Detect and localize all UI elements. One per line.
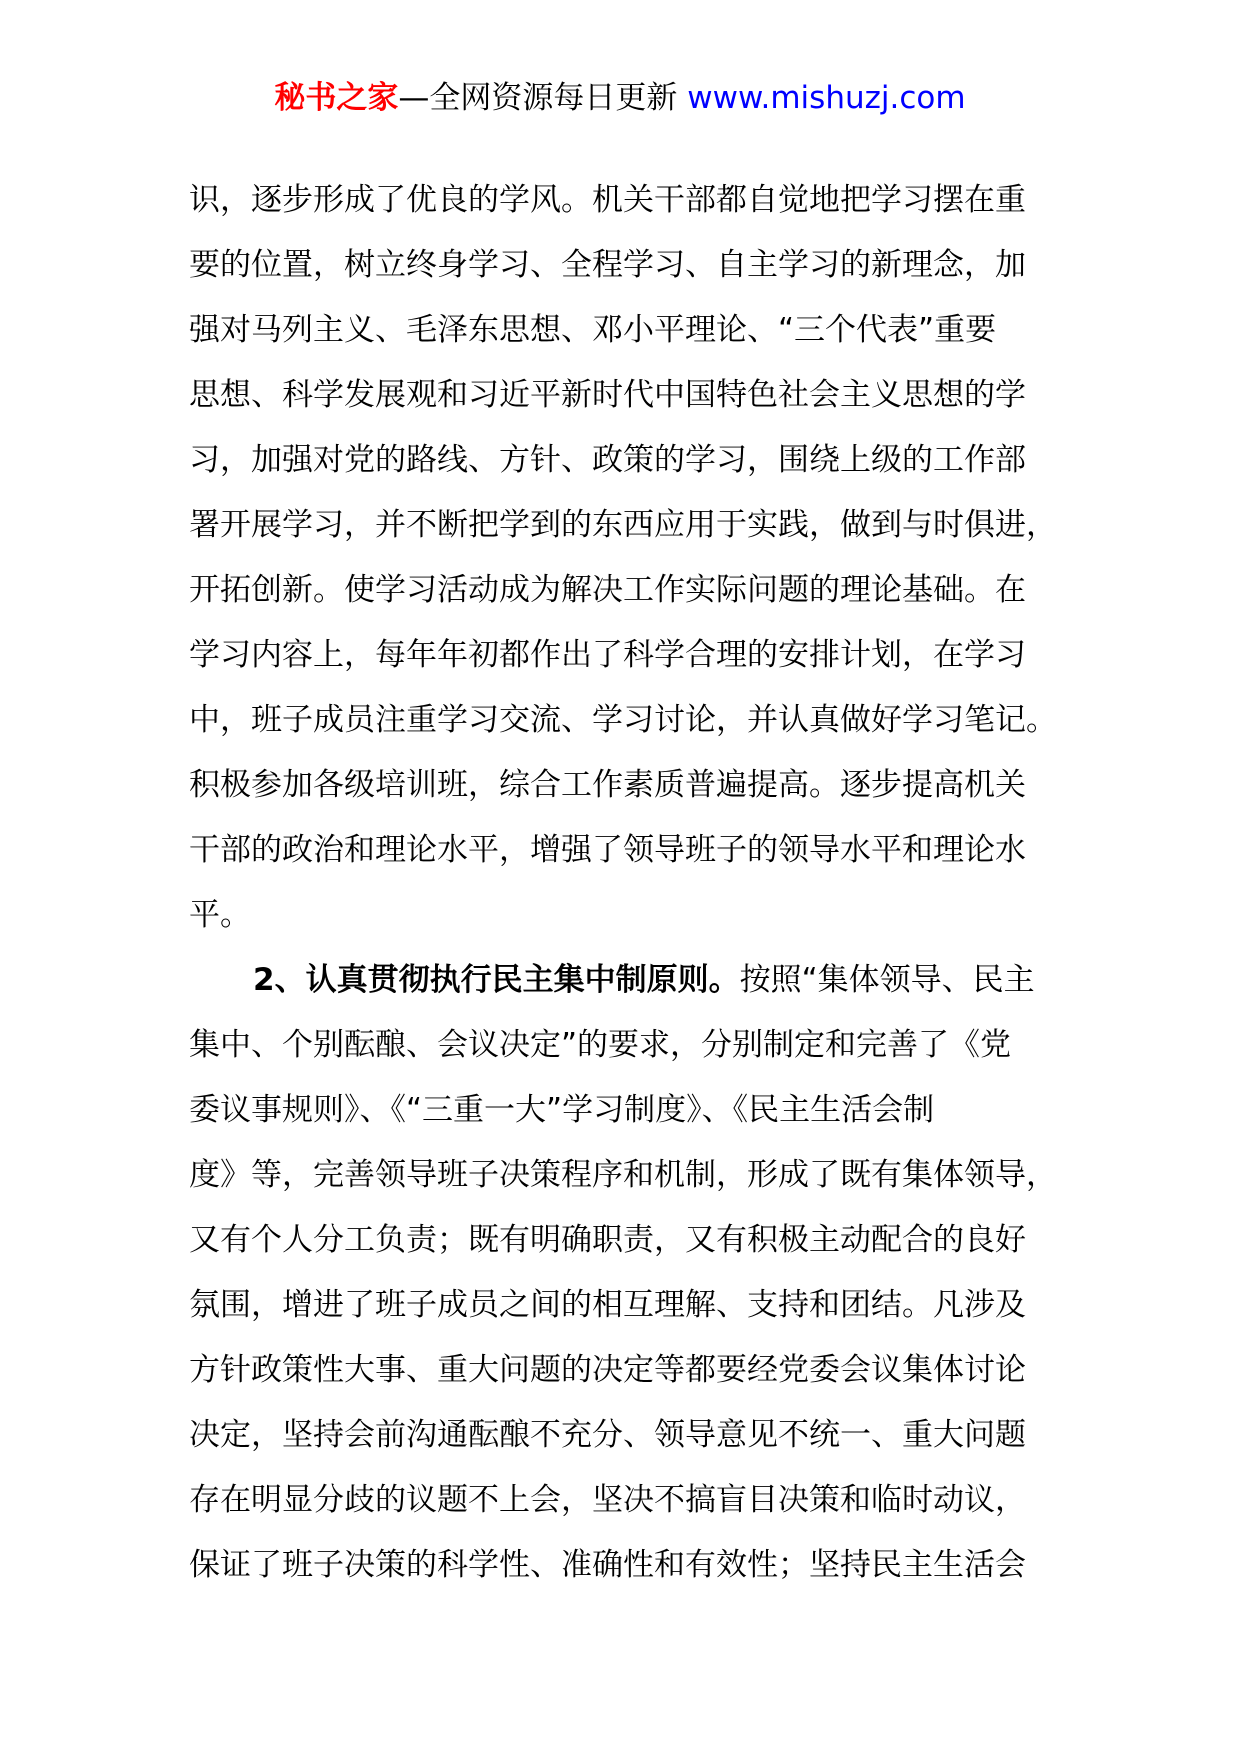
text-line: 平。	[189, 897, 251, 933]
text-line: 存在明显分歧的议题不上会，坚决不搞盲目决策和临时动议，	[189, 1482, 1026, 1518]
paragraph-1	[189, 168, 1069, 948]
text-line: 氛围，增进了班子成员之间的相互理解、支持和团结。凡涉及	[189, 1287, 1026, 1323]
site-brand: 秘书之家	[274, 80, 399, 116]
text-line-first	[189, 948, 1069, 1013]
page-header	[0, 78, 1240, 118]
site-tagline: —全网资源每日更新	[398, 80, 688, 116]
site-url-link[interactable]: www.mishuzj.com	[687, 80, 966, 116]
text-line: 保证了班子决策的科学性、准确性和有效性；坚持民主生活会	[189, 1547, 1026, 1583]
text-line: 度》等，完善领导班子决策程序和机制，形成了既有集体领导，	[189, 1157, 1057, 1193]
section-heading: 2、认真贯彻执行民主集中制原则。	[253, 962, 740, 998]
text-line: 干部的政治和理论水平，增强了领导班子的领导水平和理论水	[189, 832, 1026, 868]
text-line: 习，加强对党的路线、方针、政策的学习，围绕上级的工作部	[189, 442, 1026, 478]
paragraph-2	[189, 948, 1069, 1598]
text-line: 开拓创新。使学习活动成为解决工作实际问题的理论基础。在	[189, 572, 1026, 608]
text-line: 中，班子成员注重学习交流、学习讨论，并认真做好学习笔记。	[189, 702, 1057, 738]
text-line: 识，逐步形成了优良的学风。机关干部都自觉地把学习摆在重	[189, 182, 1026, 218]
document-body	[189, 168, 1069, 1598]
text-line: 强对马列主义、毛泽东思想、邓小平理论、“三个代表”重要	[189, 312, 997, 348]
text-line: 决定，坚持会前沟通酝酿不充分、领导意见不统一、重大问题	[189, 1417, 1026, 1453]
heading-continuation: 按照“集体领导、民主	[739, 962, 1035, 998]
text-line: 署开展学习，并不断把学到的东西应用于实践，做到与时俱进，	[189, 507, 1057, 543]
text-line: 积极参加各级培训班，综合工作素质普遍提高。逐步提高机关	[189, 767, 1026, 803]
text-line: 委议事规则》、《“三重一大”学习制度》、《民主生活会制	[189, 1092, 935, 1128]
text-line: 思想、科学发展观和习近平新时代中国特色社会主义思想的学	[189, 377, 1026, 413]
text-line: 要的位置，树立终身学习、全程学习、自主学习的新理念，加	[189, 247, 1026, 283]
text-line: 学习内容上，每年年初都作出了科学合理的安排计划，在学习	[189, 637, 1026, 673]
text-line: 集中、个别酝酿、会议决定”的要求，分别制定和完善了《党	[189, 1027, 1012, 1063]
text-line: 方针政策性大事、重大问题的决定等都要经党委会议集体讨论	[189, 1352, 1026, 1388]
text-line: 又有个人分工负责；既有明确职责，又有积极主动配合的良好	[189, 1222, 1026, 1258]
